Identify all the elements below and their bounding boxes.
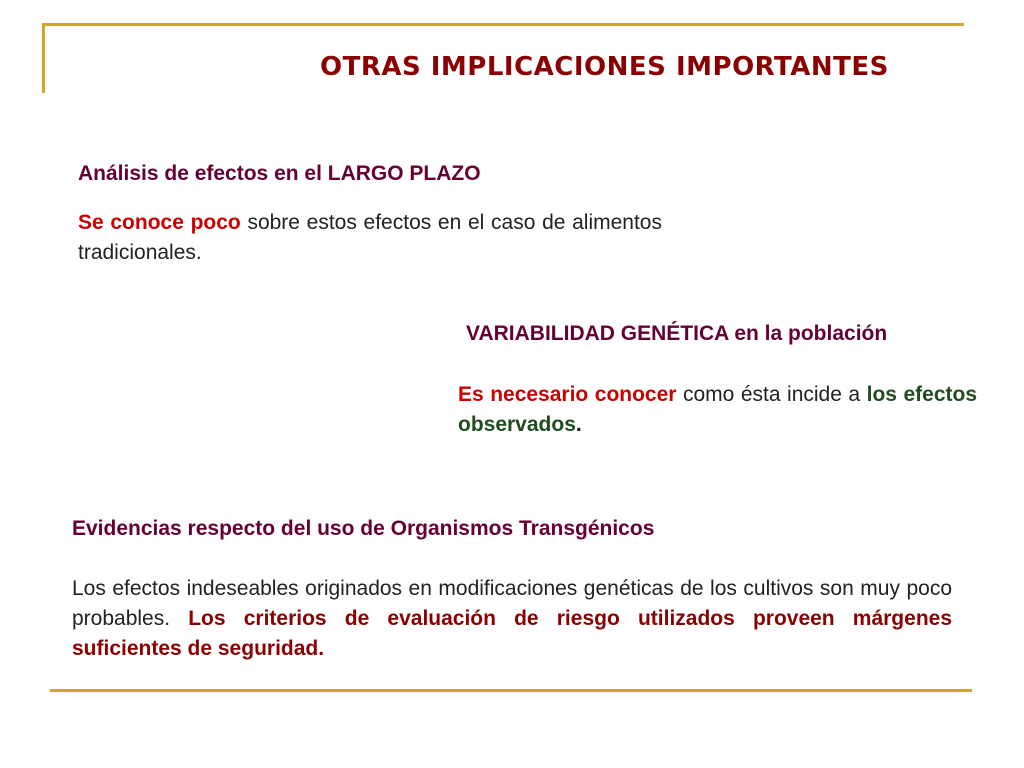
genetic-variability-text: como ésta incide a (676, 383, 867, 406)
long-term-highlight: Se conoce poco (78, 211, 241, 234)
transgenic-evidence-heading: Evidencias respecto del uso de Organismos Transgénicos (72, 517, 655, 540)
transgenic-evidence-paragraph (72, 574, 952, 664)
bottom-divider-line (50, 689, 972, 692)
risk-criteria-highlight: Los criterios de evaluación de riesgo (188, 607, 620, 630)
top-divider-line (42, 23, 964, 26)
left-divider-line (42, 23, 45, 93)
genetic-variability-heading: VARIABILIDAD GENÉTICA en la población (466, 322, 888, 345)
genetic-variability-period: . (575, 413, 582, 436)
long-term-heading: Análisis de efectos en el LARGO PLAZO (78, 162, 481, 185)
genetic-variability-highlight: Es necesario conocer (458, 383, 677, 406)
observed-effects-highlight: los efectos observados (458, 383, 978, 436)
long-term-text: sobre estos efectos en el caso de alimentos tradicionales. (78, 211, 662, 264)
genetic-variability-paragraph (458, 380, 977, 440)
safety-margins-highlight: utilizados proveen márgenes suficientes de seguridad. (72, 607, 953, 660)
transgenic-evidence-text: Los efectos indeseables originados en modificaciones genéticas de los cultivos son muy poco probables. (72, 577, 952, 630)
slide-title: OTRAS IMPLICACIONES IMPORTANTES (320, 52, 889, 82)
long-term-paragraph (78, 208, 662, 268)
